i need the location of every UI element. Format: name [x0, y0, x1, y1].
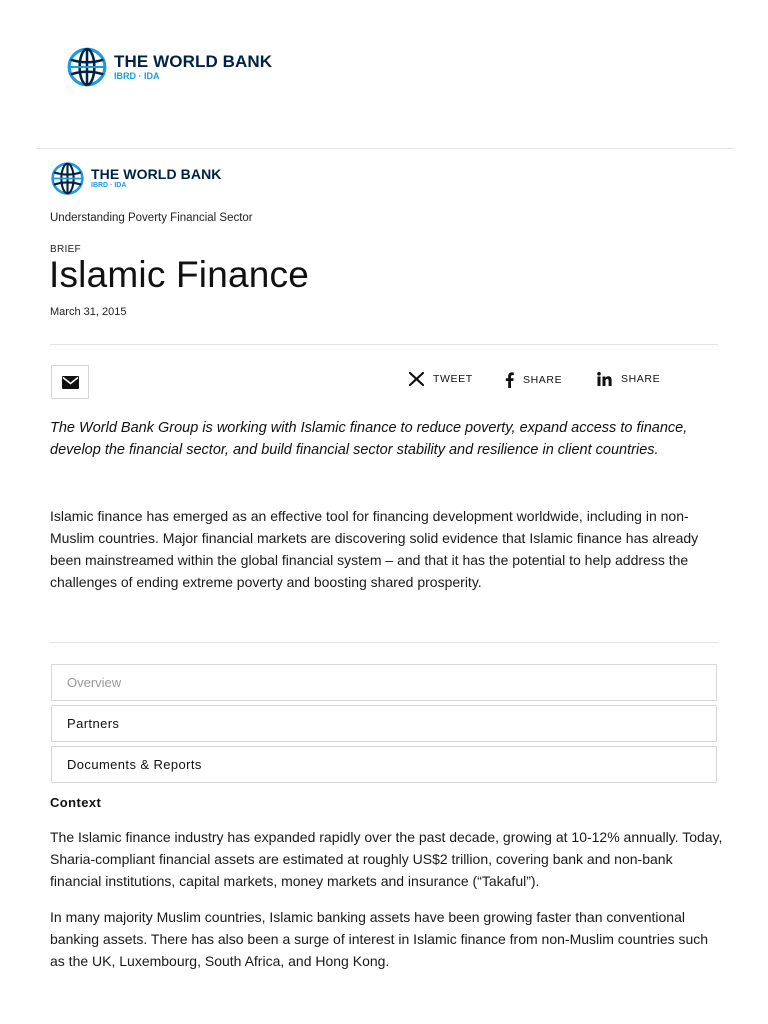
- x-icon: [409, 372, 424, 386]
- linkedin-share-label: SHARE: [621, 373, 661, 385]
- body-paragraph: The Islamic finance industry has expanded rapidly over the past decade, growing at 10-12% annually. Today, Sharia-compliant financial assets are estimated at roughly US$2 trillion, covering bank and non-bank financial institutions, capital markets, money markets and insurance (“Takaful”).: [50, 829, 723, 889]
- publish-date: March 31, 2015: [50, 306, 127, 318]
- lead-paragraph: The World Bank Group is working with Islamic finance to reduce poverty, expand access to finance, develop the financial sector, and build financial sector stability and resilience in client countries.: [50, 420, 688, 458]
- globe-logo-icon: [50, 161, 85, 196]
- section-heading: Context: [50, 795, 102, 810]
- intro-divider: [50, 642, 718, 643]
- email-share-button[interactable]: [51, 365, 89, 399]
- tweet-button[interactable]: [409, 372, 473, 386]
- intro-paragraph: Islamic finance has emerged as an effective tool for financing development worldwide, including in non-Muslim countries. Major financial markets are discovering solid evidence that Islamic finance has already been mainstreamed within the global financial system – and that it has the potential to help address the challenges of ending extreme poverty and boosting shared prosperity.: [50, 508, 699, 590]
- linkedin-share-button[interactable]: [597, 372, 660, 386]
- body-paragraph: In many majority Muslim countries, Islamic banking assets have been growing faster than conventional banking assets. There has also been a surge of interest in Islamic finance from non-Muslim countries such as the UK, Luxembourg, South Africa, and Hong Kong.: [50, 909, 709, 969]
- logo-name: THE WORLD BANK: [91, 166, 222, 182]
- email-icon: [62, 376, 79, 389]
- facebook-share-label: SHARE: [523, 374, 563, 386]
- header-divider: [36, 148, 733, 149]
- meta-divider: [50, 344, 718, 345]
- page-title: Islamic Finance: [49, 254, 310, 295]
- facebook-share-button[interactable]: [505, 372, 562, 388]
- logo-name: THE WORLD BANK: [114, 52, 273, 71]
- logo-subtitle: IBRD · IDA: [114, 71, 160, 81]
- globe-logo-icon: [66, 46, 108, 88]
- tab-overview[interactable]: Overview: [51, 664, 717, 701]
- tab-partners[interactable]: Partners: [51, 705, 717, 742]
- content-type-label: BRIEF: [50, 244, 81, 255]
- linkedin-icon: [597, 372, 612, 386]
- breadcrumb[interactable]: Understanding Poverty Financial Sector: [50, 212, 253, 224]
- tab-documents-reports[interactable]: Documents & Reports: [51, 746, 717, 783]
- article-logo: [50, 161, 222, 196]
- header-logo[interactable]: [66, 46, 272, 88]
- tweet-label: TWEET: [433, 373, 473, 385]
- facebook-icon: [505, 372, 514, 388]
- logo-subtitle: IBRD · IDA: [91, 182, 127, 189]
